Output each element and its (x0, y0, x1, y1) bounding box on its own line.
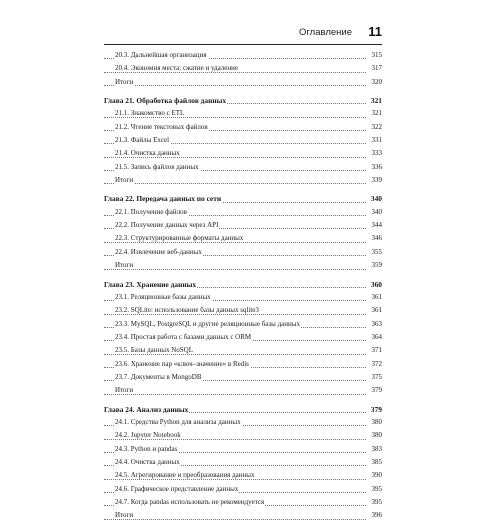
toc-section-entry[interactable] (104, 147, 382, 160)
toc-section-entry[interactable] (104, 371, 382, 384)
toc-section-entry[interactable] (104, 456, 382, 469)
toc-entry-title: 23.5. Базы данных NoSQL (115, 346, 193, 355)
toc-entry-page: 390 (370, 469, 383, 482)
toc-entry-page: 331 (370, 134, 383, 147)
toc-entry-title: 23.4. Простая работа с базами данных с ORM (115, 332, 252, 341)
toc-entry-title: Итоги (115, 77, 134, 86)
toc-entry-title: 21.3. Файлы Excel (115, 136, 170, 145)
toc-section-entry[interactable] (104, 174, 382, 187)
toc-chapter-entry[interactable] (104, 192, 382, 205)
toc-entry-title: Глава 21. Обработка файлов данных (104, 96, 227, 106)
toc-entry-title: Итоги (115, 261, 134, 270)
toc-section-entry[interactable] (104, 134, 382, 147)
header-page-number: 11 (368, 24, 382, 39)
toc-entry-page: 339 (370, 174, 383, 187)
toc-entry-title: 24.4. Очистка данных (115, 457, 180, 466)
toc-section-entry[interactable] (104, 429, 382, 442)
toc-section-entry[interactable] (104, 62, 382, 75)
toc-entry-title: 20.3. Дальнейшая организация (115, 51, 207, 59)
toc-entry-page: 395 (370, 483, 383, 496)
header-title: Оглавление (299, 27, 352, 38)
toc-section-entry[interactable] (104, 121, 382, 134)
toc-entry-title: Итоги (115, 176, 134, 185)
toc-entry-page: 333 (370, 147, 383, 160)
toc-section-entry[interactable] (104, 76, 382, 89)
toc-section-entry[interactable] (104, 232, 382, 245)
toc-entry-title: 22.1. Получение файлов (115, 207, 187, 216)
toc-entry-page: 346 (370, 232, 383, 245)
toc-section-entry[interactable] (104, 291, 382, 304)
toc-entry-title: Итоги (115, 511, 134, 520)
toc-entry-page: 385 (370, 456, 383, 469)
toc-entry-title: Глава 22. Передача данных по сети (104, 194, 222, 204)
toc-section-entry[interactable] (104, 49, 382, 62)
toc-section-entry[interactable] (104, 344, 382, 357)
dot-leader (104, 519, 366, 520)
toc-entry-page: 380 (370, 429, 383, 442)
toc-entry-title: 24.2. Jupyter Notebook (115, 431, 181, 440)
toc-section-entry[interactable] (104, 443, 382, 456)
toc-section-entry[interactable] (104, 304, 382, 317)
toc-section-entry[interactable] (104, 469, 382, 482)
dot-leader (104, 269, 366, 270)
toc-entry-page: 359 (370, 259, 383, 272)
toc-entry-title: 21.5. Запись файлов данных (115, 162, 199, 171)
toc-entry-page: 340 (369, 192, 382, 205)
toc-section-entry[interactable] (104, 161, 382, 174)
toc-entry-page: 322 (370, 121, 383, 134)
toc-chapter-entry[interactable] (104, 403, 382, 416)
toc-entry-title: 24.6. Графическое представление данных (115, 484, 239, 493)
toc-entry-title: 23.7. Документы в MongoDB (115, 372, 202, 381)
toc-entry-page: 361 (370, 291, 383, 304)
toc-section-entry[interactable] (104, 496, 382, 509)
running-header (104, 24, 382, 45)
toc-entry-title: 23.2. SQLite: использование базы данных sqlite3 (115, 306, 259, 315)
toc-section-entry[interactable] (104, 246, 382, 259)
toc-entry-page: 379 (369, 403, 382, 416)
toc-entry-page: 364 (370, 331, 383, 344)
toc-entry-title: 24.3. Python и pandas (115, 444, 178, 453)
toc-entry-title: Итоги (115, 386, 134, 395)
toc-section-entry[interactable] (104, 206, 382, 219)
toc-entry-page: 336 (370, 161, 383, 174)
toc-chapter-entry[interactable] (104, 278, 382, 291)
dot-leader (104, 183, 366, 184)
toc-section-entry[interactable] (104, 318, 382, 331)
toc-entry-title: 23.6. Хранение пар «ключ–значение» в Redis (115, 359, 249, 368)
toc-entry-title: 22.2. Получение данных через API (115, 221, 219, 230)
toc-entry-page: 340 (370, 206, 383, 219)
toc-entry-page: 375 (370, 371, 383, 384)
toc-entry-title: Глава 24. Анализ данных (104, 404, 189, 414)
toc-section-entry[interactable] (104, 107, 382, 120)
table-of-contents (104, 49, 382, 523)
toc-entry-page: 361 (370, 304, 383, 317)
toc-section-entry[interactable] (104, 509, 382, 522)
toc-entry-title: 23.3. MySQL, PostgreSQL и другие реляционные базы данных (115, 319, 300, 328)
toc-entry-page: 372 (370, 358, 383, 371)
toc-section-entry[interactable] (104, 416, 382, 429)
toc-entry-title: 21.4. Очистка данных (115, 149, 180, 158)
toc-section-entry[interactable] (104, 483, 382, 496)
toc-entry-page: 317 (370, 62, 383, 75)
toc-entry-page: 371 (370, 344, 383, 357)
toc-entry-page: 395 (370, 496, 383, 509)
toc-entry-page: 379 (370, 384, 383, 397)
toc-entry-page: 320 (370, 76, 383, 89)
toc-entry-title: 21.2. Чтение текстовых файлов (115, 122, 208, 131)
toc-entry-title: 21.1. Знакомство с ETL (115, 109, 185, 118)
toc-entry-page: 321 (370, 107, 383, 120)
toc-entry-page: 383 (370, 443, 383, 456)
toc-section-entry[interactable] (104, 219, 382, 232)
dot-leader (104, 85, 366, 86)
toc-entry-title: 22.4. Извлечение веб-данных (115, 247, 202, 256)
toc-entry-page: 321 (369, 94, 382, 107)
toc-entry-title: 22.3. Структурированные форматы данных (115, 234, 244, 243)
dot-leader (104, 394, 366, 395)
toc-section-entry[interactable] (104, 259, 382, 272)
toc-entry-page: 315 (370, 49, 383, 62)
toc-entry-title: 24.5. Агрегирование и преобразования данных (115, 471, 255, 480)
toc-entry-title: 23.1. Реляционные базы данных (115, 292, 211, 301)
toc-section-entry[interactable] (104, 358, 382, 371)
toc-entry-title: Глава 23. Хранение данных (104, 279, 197, 289)
toc-entry-page: 396 (370, 509, 383, 522)
toc-entry-page: 380 (370, 416, 383, 429)
toc-entry-page: 363 (370, 318, 383, 331)
toc-entry-title: 20.4. Экономия места: сжатие и удаление (115, 64, 238, 73)
toc-entry-page: 360 (369, 278, 382, 291)
toc-entry-title: 24.1. Средства Python для анализа данных (115, 417, 241, 426)
toc-entry-title: 24.7. Когда pandas использовать не рекомендуется (115, 498, 265, 506)
toc-chapter-entry[interactable] (104, 94, 382, 107)
toc-entry-page: 344 (370, 219, 383, 232)
toc-section-entry[interactable] (104, 331, 382, 344)
toc-section-entry[interactable] (104, 384, 382, 397)
toc-entry-page: 355 (370, 246, 383, 259)
